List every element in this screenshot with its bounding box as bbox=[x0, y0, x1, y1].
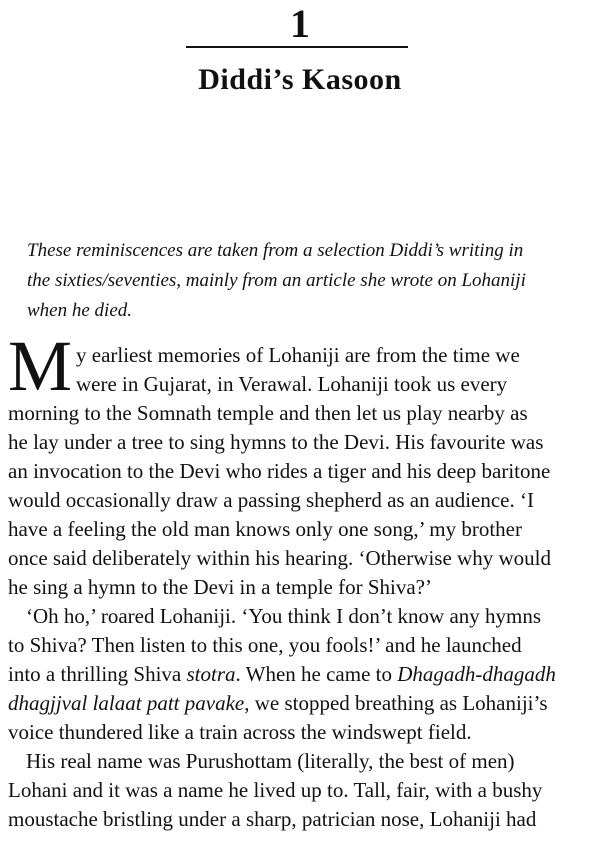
intro-line: the sixties/seventies, mainly from an article she wrote on Lohaniji bbox=[27, 270, 526, 291]
text-line: were in Gujarat, in Verawal. Lohaniji took us every bbox=[76, 372, 508, 396]
body-text bbox=[8, 341, 600, 834]
paragraph-2 bbox=[8, 602, 600, 747]
italic-term: Dhagadh-dhagadh bbox=[397, 662, 556, 686]
text-line: an invocation to the Devi who rides a tiger and his deep baritone bbox=[8, 459, 551, 483]
paragraph-3 bbox=[8, 747, 600, 834]
paragraph-1 bbox=[8, 341, 600, 602]
intro-line: when he died. bbox=[27, 300, 133, 321]
text-line: y earliest memories of Lohaniji are from the time we bbox=[76, 343, 520, 367]
text-line: voice thundered like a train across the windswept field. bbox=[8, 720, 472, 744]
text-line bbox=[8, 660, 600, 689]
text-line: once said deliberately within his hearing. ‘Otherwise why would bbox=[8, 546, 551, 570]
text-line: His real name was Purushottam (literally, the best of men) bbox=[26, 749, 515, 773]
text-line: moustache bristling under a sharp, patrician nose, Lohaniji had bbox=[8, 807, 537, 831]
text-line: morning to the Somnath temple and then let us play nearby as bbox=[8, 401, 528, 425]
text-line bbox=[8, 689, 600, 718]
chapter-rule bbox=[186, 46, 408, 48]
drop-cap: M bbox=[8, 326, 73, 406]
chapter-title: Diddi’s Kasoon bbox=[198, 63, 402, 96]
text-line: Lohani and it was a name he lived up to. Tall, fair, with a bushy bbox=[8, 778, 543, 802]
text-run: . When he came to bbox=[235, 662, 398, 686]
text-line: he lay under a tree to sing hymns to the Devi. His favourite was bbox=[8, 430, 544, 454]
text-line: to Shiva? Then listen to this one, you fools!’ and he launched bbox=[8, 633, 522, 657]
italic-term: stotra bbox=[186, 662, 236, 686]
chapter-number: 1 bbox=[290, 1, 310, 46]
text-line: ‘Oh ho,’ roared Lohaniji. ‘You think I don’t know any hymns bbox=[26, 604, 542, 628]
text-run: into a thrilling Shiva bbox=[8, 662, 187, 686]
text-line: he sing a hymn to the Devi in a temple for Shiva?’ bbox=[8, 575, 432, 599]
italic-term: dhagjjval lalaat patt pavake bbox=[8, 691, 245, 715]
intro-epigraph bbox=[27, 236, 587, 326]
text-run: , we stopped breathing as Lohaniji’s bbox=[244, 691, 548, 715]
text-line: would occasionally draw a passing shepherd as an audience. ‘I bbox=[8, 488, 534, 512]
intro-line: These reminiscences are taken from a selection Diddi’s writing in bbox=[27, 240, 524, 261]
text-line: have a feeling the old man knows only one song,’ my brother bbox=[8, 517, 522, 541]
